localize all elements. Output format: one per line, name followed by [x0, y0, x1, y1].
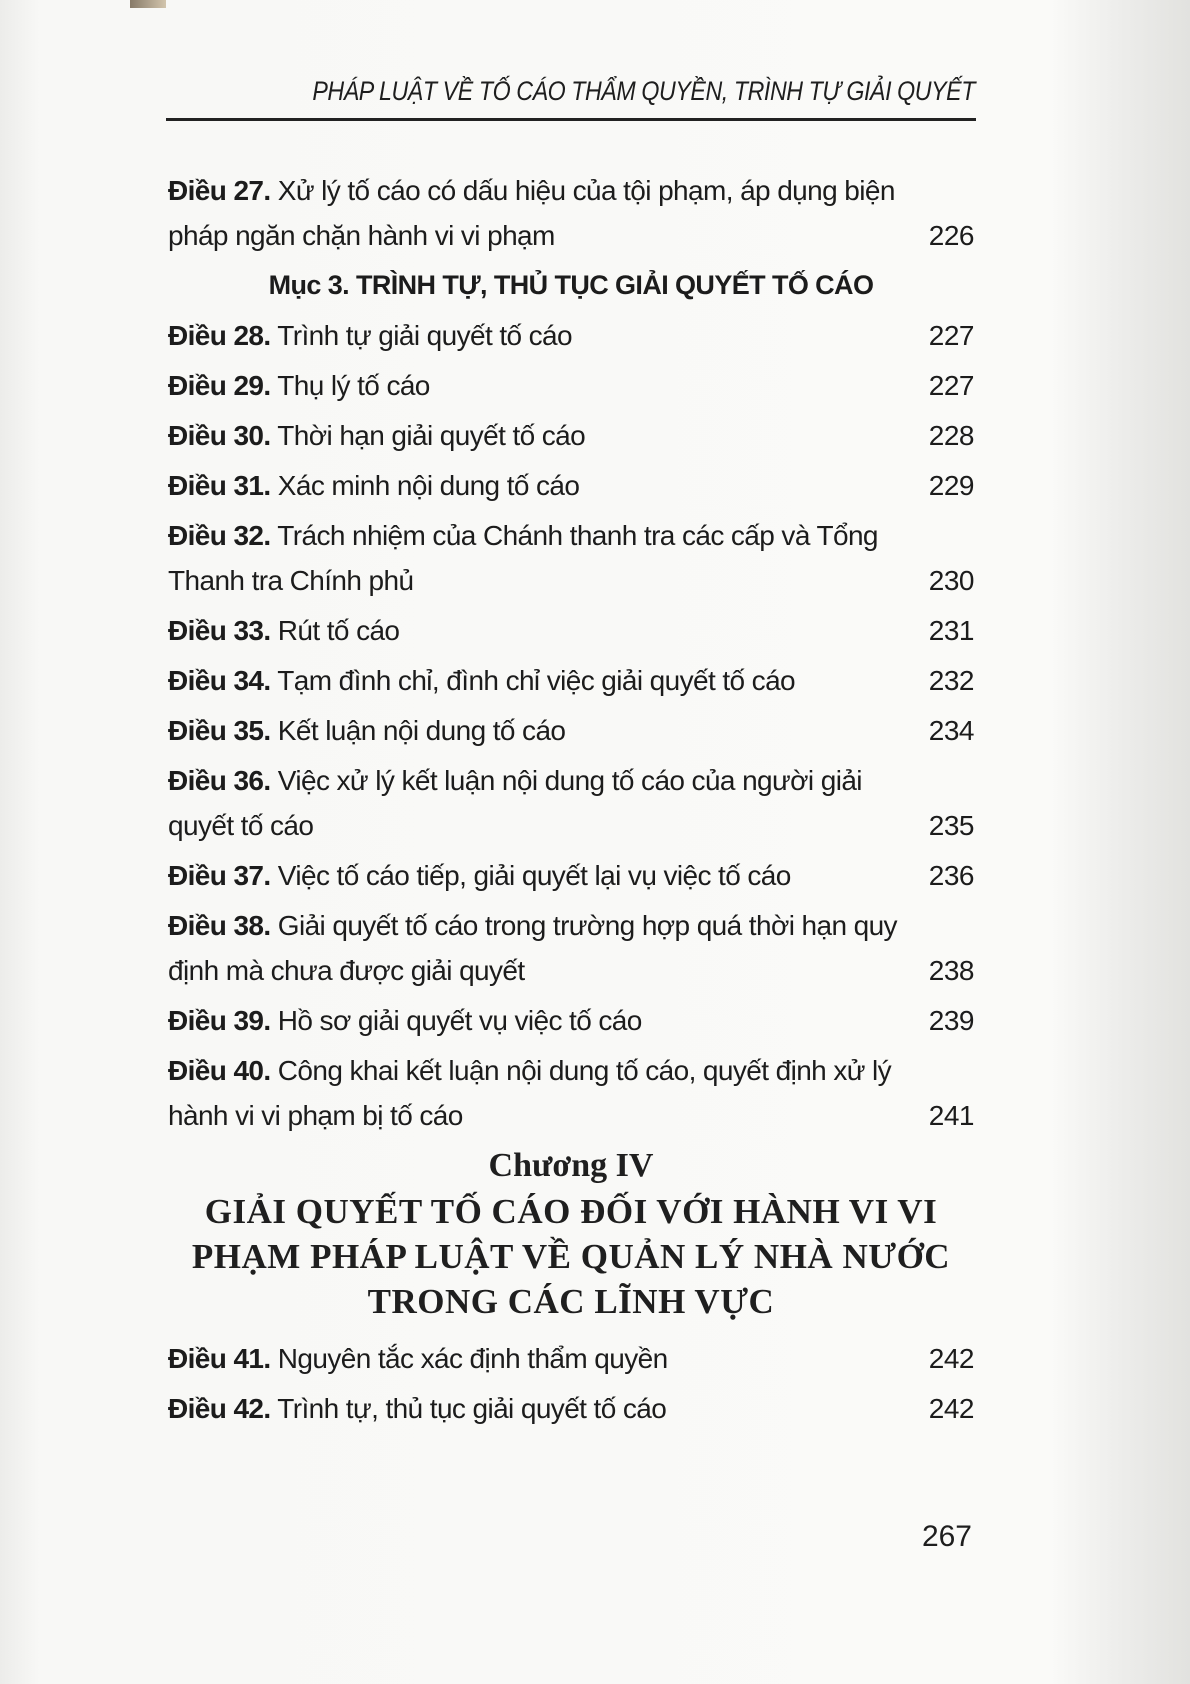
- toc-entry-27: [168, 168, 974, 258]
- entry-page: 238: [928, 955, 974, 986]
- entry-title: Giải quyết tố cáo trong trường hợp quá thời hạn quy định mà chưa được giải quyết: [168, 910, 897, 986]
- entry-label: Điều 37.: [168, 860, 271, 891]
- entry-label: Điều 32.: [168, 520, 271, 551]
- toc-entry-39: [168, 998, 974, 1043]
- entry-title: Nguyên tắc xác định thẩm quyền: [277, 1343, 668, 1374]
- entry-page: 241: [928, 1100, 974, 1131]
- toc-entry-40: [168, 1048, 974, 1138]
- entry-label: Điều 29.: [168, 370, 271, 401]
- entry-page: 229: [928, 470, 974, 501]
- entry-label: Điều 28.: [168, 320, 271, 351]
- entry-page: 235: [928, 810, 974, 841]
- toc-entry-32: [168, 513, 974, 603]
- entry-page: 236: [928, 860, 974, 891]
- entry-title: Hồ sơ giải quyết vụ việc tố cáo: [277, 1005, 642, 1036]
- entry-page: 226: [928, 220, 974, 251]
- entry-page: 228: [928, 420, 974, 451]
- entry-label: Điều 41.: [168, 1343, 271, 1374]
- entry-title: Trình tự, thủ tục giải quyết tố cáo: [277, 1393, 667, 1424]
- entry-title: Xác minh nội dung tố cáo: [277, 470, 580, 501]
- entry-title: Kết luận nội dung tố cáo: [277, 715, 566, 746]
- entry-label: Điều 38.: [168, 910, 271, 941]
- toc-entry-35: [168, 708, 974, 753]
- entry-page: 242: [928, 1393, 974, 1424]
- entry-page: 239: [928, 1005, 974, 1036]
- entry-page: 230: [928, 565, 974, 596]
- toc-entry-30: [168, 413, 974, 458]
- entry-title: Tạm đình chỉ, đình chỉ việc giải quyết tố cáo: [277, 665, 796, 696]
- scan-mark: [130, 0, 166, 8]
- entry-label: Điều 31.: [168, 470, 271, 501]
- entry-page: 227: [928, 320, 974, 351]
- entry-title: Việc tố cáo tiếp, giải quyết lại vụ việc tố cáo: [277, 860, 791, 891]
- entry-label: Điều 39.: [168, 1005, 271, 1036]
- toc-entry-36: [168, 758, 974, 848]
- chapter-title-line-2: PHẠM PHÁP LUẬT VỀ QUẢN LÝ NHÀ NƯỚC: [191, 1237, 951, 1276]
- entry-title: Công khai kết luận nội dung tố cáo, quyết định xử lý hành vi vi phạm bị tố cáo: [168, 1055, 892, 1131]
- entry-title: Thụ lý tố cáo: [277, 370, 430, 401]
- toc-entry-38: [168, 903, 974, 993]
- toc-entry-42: [168, 1386, 974, 1431]
- entry-title: Trách nhiệm của Chánh thanh tra các cấp và Tổng Thanh tra Chính phủ: [168, 520, 878, 596]
- entry-label: Điều 35.: [168, 715, 271, 746]
- entry-label: Điều 33.: [168, 615, 271, 646]
- toc-entry-31: [168, 463, 974, 508]
- entry-page: 231: [928, 615, 974, 646]
- entry-page: 227: [928, 370, 974, 401]
- section-title-muc-3: Mục 3. TRÌNH TỰ, THỦ TỤC GIẢI QUYẾT TỐ CÁO: [268, 270, 874, 300]
- entry-page: 234: [928, 715, 974, 746]
- entry-label: Điều 30.: [168, 420, 271, 451]
- chapter-title-line-1: GIẢI QUYẾT TỐ CÁO ĐỐI VỚI HÀNH VI VI: [204, 1192, 938, 1231]
- header-rule: [166, 118, 976, 121]
- entry-title: Trình tự giải quyết tố cáo: [277, 320, 572, 351]
- toc-entry-34: [168, 658, 974, 703]
- entry-label: Điều 36.: [168, 765, 271, 796]
- entry-label: Điều 40.: [168, 1055, 271, 1086]
- toc-entry-37: [168, 853, 974, 898]
- entry-page: 242: [928, 1343, 974, 1374]
- running-header: PHÁP LUẬT VỀ TỐ CÁO THẨM QUYỀN, TRÌNH TỰ GIẢI QUYẾT: [312, 76, 975, 106]
- entry-page: 232: [928, 665, 974, 696]
- chapter-number: Chương IV: [488, 1147, 654, 1184]
- table-of-contents: [168, 168, 974, 1436]
- entry-label: Điều 34.: [168, 665, 271, 696]
- entry-title: Rút tố cáo: [277, 615, 400, 646]
- entry-title: Thời hạn giải quyết tố cáo: [277, 420, 586, 451]
- entry-label: Điều 42.: [168, 1393, 271, 1424]
- toc-entry-28: [168, 313, 974, 358]
- page-number: 267: [921, 1520, 972, 1553]
- toc-entry-41: [168, 1336, 974, 1381]
- toc-entry-33: [168, 608, 974, 653]
- entry-title: Xử lý tố cáo có dấu hiệu của tội phạm, áp dụng biện pháp ngăn chặn hành vi vi phạm: [168, 175, 895, 251]
- toc-entry-29: [168, 363, 974, 408]
- entry-title: Việc xử lý kết luận nội dung tố cáo của người giải quyết tố cáo: [168, 765, 862, 841]
- chapter-title-line-3: TRONG CÁC LĨNH VỰC: [367, 1282, 775, 1321]
- entry-label: Điều 27.: [168, 175, 271, 206]
- chapter-heading: [168, 1143, 974, 1324]
